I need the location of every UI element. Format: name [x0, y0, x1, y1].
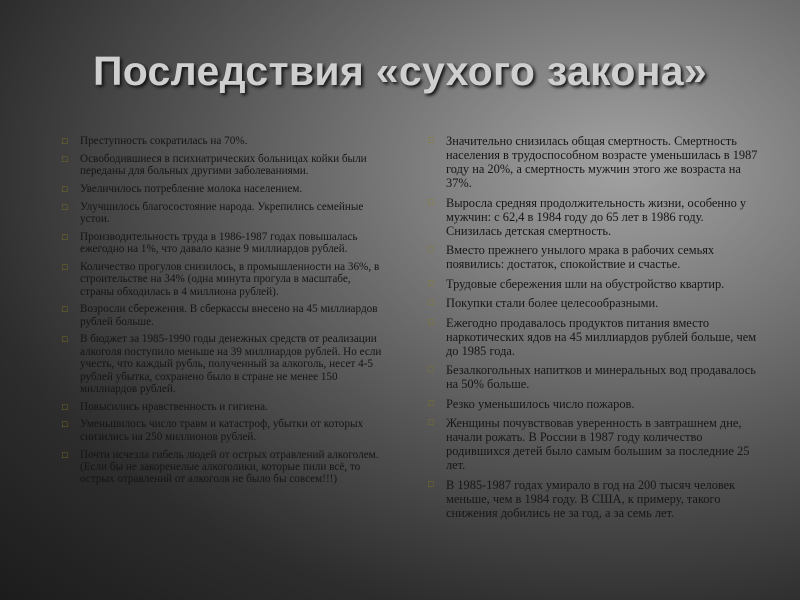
list-item: [62, 333, 387, 395]
list-item: [62, 153, 387, 178]
list-item-text: Почти исчезла гибель людей от острых отравлений алкоголем. (Если бы не закоренелые алкоголики, которые пили всё, то острых отравлений от алкоголя не было бы совсем!!!): [80, 448, 379, 486]
list-item: [62, 401, 387, 413]
list-item: [428, 296, 758, 310]
list-item-text: Женщины почувствовав уверенность в завтрашнем дне, начали рожать. В России в 1987 году количество родившихся детей было самым большим за последние 25 лет.: [446, 415, 750, 473]
list-item: [428, 478, 758, 520]
list-item-text: Улучшилось благосостояние народа. Укрепились семейные устои.: [80, 200, 364, 225]
list-item: [62, 449, 387, 486]
list-item-text: Производительность труда в 1986-1987 годах повышалась ежегодно на 1%, что давало казне 9 миллиардов рублей.: [80, 230, 358, 256]
slide-title: Последствия «сухого закона»: [92, 48, 707, 94]
bullet-icon: □: [62, 449, 68, 460]
bullet-icon: □: [62, 334, 68, 345]
list-item: [62, 231, 387, 256]
bullet-icon: □: [62, 401, 68, 412]
list-item-text: Трудовые сбережения шли на обустройство квартир.: [446, 276, 725, 291]
bullet-icon: □: [62, 261, 68, 272]
list-item-text: Вместо прежнего унылого мрака в рабочих семьях появились: достаток, спокойствие и счастье.: [446, 243, 715, 272]
bullet-icon: □: [428, 277, 434, 288]
list-item: [62, 135, 387, 147]
list-item-text: Возросли сбережения. В сберкассы внесено на 45 миллиардов рублей больше.: [80, 303, 378, 328]
list-item: [62, 183, 387, 195]
list-item-text: В 1985-1987 годах умирало в год на 200 тысяч человек меньше, чем в 1984 году. В США, к примеру, такого снижения добились не за год, а за семь лет.: [446, 477, 736, 520]
bullet-icon: □: [62, 304, 68, 315]
list-item: [428, 316, 758, 358]
list-item-text: Преступность сократилась на 70%.: [80, 135, 248, 147]
list-item: [428, 134, 758, 190]
list-item: [428, 416, 758, 472]
list-item-text: Количество прогулов снизилось, в промышленности на 36%, в строительстве на 34% (одна минута прогула в масштабе, страны обходилась в 4 миллиона рублей).: [80, 260, 380, 298]
list-item-text: Освободившиеся в психиатрических больницах койки были переданы для больных другими заболеваниями.: [80, 152, 367, 178]
bullet-icon: □: [428, 364, 434, 375]
right-column-list: [428, 134, 758, 525]
list-item: [428, 243, 758, 271]
list-item: [62, 418, 387, 443]
list-item: [428, 397, 758, 411]
list-item: [428, 277, 758, 291]
bullet-icon: □: [62, 201, 68, 212]
list-item: [62, 261, 387, 298]
bullet-icon: □: [428, 478, 434, 489]
list-item-text: Увеличилось потребление молока населением.: [80, 182, 303, 195]
bullet-icon: □: [428, 244, 434, 255]
bullet-icon: □: [428, 397, 434, 408]
list-item-text: Повысились нравственность и гигиена.: [80, 400, 268, 413]
bullet-icon: □: [62, 183, 68, 194]
bullet-icon: □: [62, 419, 68, 430]
list-item-text: Покупки стали более целесообразными.: [446, 296, 659, 311]
bullet-icon: □: [428, 297, 434, 308]
list-item-text: Ежегодно продавалось продуктов питания вместо наркотических ядов на 45 миллиардов рублей больше, чем до 1985 года.: [446, 315, 757, 358]
list-item: [62, 201, 387, 226]
list-item-text: Значительно снизилась общая смертность. Смертность населения в трудоспособном возрасте уменьшилась в 1987 году на 20%, а смертность мужчин этого же возраста на 37%.: [446, 134, 758, 191]
bullet-icon: □: [62, 231, 68, 242]
left-column-list: [62, 135, 387, 491]
list-item-text: Резко уменьшилось число пожаров.: [446, 396, 635, 411]
list-item-text: Безалкогольных напитков и минеральных вод продавалось на 50% больше.: [446, 363, 756, 392]
list-item: [428, 363, 758, 391]
bullet-icon: □: [428, 316, 434, 327]
list-item: [62, 303, 387, 328]
list-item-text: Уменьшилось число травм и катастроф, убытки от которых снизились на 250 миллионов рублей.: [80, 418, 364, 443]
bullet-icon: □: [62, 136, 68, 146]
bullet-icon: □: [428, 196, 434, 207]
list-item-text: В бюджет за 1985-1990 годы денежных средств от реализации алкоголя поступило меньше на 39 миллиардов рублей. Но если учесть, что каждый рубль, полученный за алкоголь, несет 4-5 рублей убытка, сохранено было в стране не менее 150 миллиардов рублей.: [80, 333, 382, 395]
bullet-icon: □: [428, 135, 434, 145]
bullet-icon: □: [428, 416, 434, 427]
list-item-text: Выросла средняя продолжительность жизни, особенно у мужчин: с 62,4 в 1984 году до 65 лет в 1986 году. Снизилась детская смертность.: [446, 195, 747, 238]
bullet-icon: □: [62, 153, 68, 164]
list-item: [428, 196, 758, 238]
